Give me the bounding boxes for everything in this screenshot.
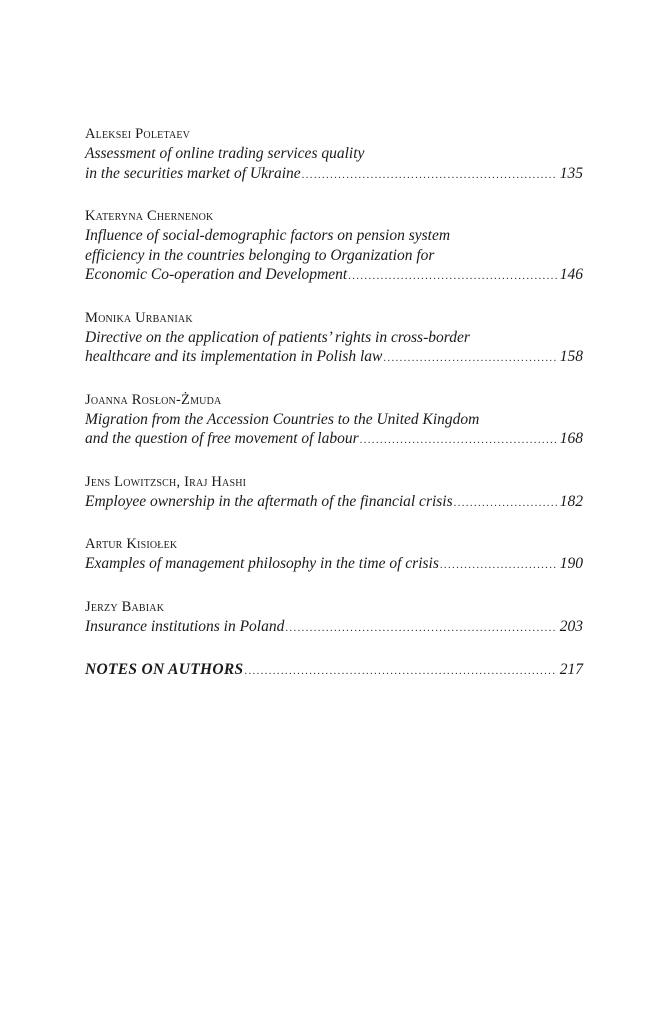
notes-on-authors-entry[interactable] xyxy=(85,660,583,681)
entry-author: Kateryna Chernenok xyxy=(85,208,214,224)
entry-title-line: Economic Co-operation and Development xyxy=(85,266,348,283)
entry-author: Artur Kisiołek xyxy=(85,536,178,552)
toc-entry xyxy=(85,125,583,185)
toc-entry xyxy=(85,309,583,369)
entry-leader-line[interactable] xyxy=(85,617,583,639)
entry-author: Joanna Rosłon-Żmuda xyxy=(85,391,222,408)
entry-page-number: 158 xyxy=(559,348,583,365)
notes-page-number: 217 xyxy=(559,661,583,678)
entry-title-line: Employee ownership in the aftermath of the financial crisis xyxy=(85,492,453,510)
notes-on-authors-label: NOTES ON AUTHORS xyxy=(85,661,244,678)
toc-entry xyxy=(85,207,583,287)
entry-title-line: Examples of management philosophy in the time of crisis xyxy=(85,555,439,572)
entry-author: Jerzy Babiak xyxy=(85,598,165,615)
dot-leader xyxy=(454,494,557,514)
entry-title-line: healthcare and its implementation in Polish law xyxy=(85,348,383,365)
entry-leader-line[interactable] xyxy=(85,554,583,576)
entry-page-number: 190 xyxy=(559,555,583,572)
entry-title-line: Directive on the application of patients’ rights in cross-border xyxy=(85,328,470,346)
entry-title-line: Influence of social-demographic factors on pension system xyxy=(85,227,451,244)
toc-entry xyxy=(85,391,583,451)
entry-leader-line[interactable] xyxy=(85,265,583,287)
entry-title-line: Insurance institutions in Poland xyxy=(85,617,285,635)
entry-title-line: in the securities market of Ukraine xyxy=(85,164,301,182)
entry-title-line: and the question of free movement of labour xyxy=(85,430,359,447)
entry-page-number: 146 xyxy=(559,266,583,283)
entry-title-line: Migration from the Accession Countries to the United Kingdom xyxy=(85,410,480,428)
entry-title-line: efficiency in the countries belonging to Organization for xyxy=(85,246,435,264)
dot-leader xyxy=(440,556,557,576)
entry-title-line: Assessment of online trading services quality xyxy=(85,145,365,162)
entry-page-number: 168 xyxy=(559,430,583,447)
dot-leader xyxy=(285,619,556,639)
dot-leader xyxy=(302,166,557,186)
toc-entry xyxy=(85,473,583,514)
dot-leader xyxy=(348,267,557,287)
entry-leader-line[interactable] xyxy=(85,164,583,186)
entry-page-number: 135 xyxy=(559,164,583,182)
entry-leader-line[interactable] xyxy=(85,429,583,451)
entry-author: Monika Urbaniak xyxy=(85,309,193,326)
toc-entry xyxy=(85,535,583,576)
entry-author: Jens Lowitzsch, Iraj Hashi xyxy=(85,473,247,490)
dot-leader xyxy=(244,661,556,681)
table-of-contents xyxy=(85,125,583,681)
dot-leader xyxy=(383,349,556,369)
toc-entry xyxy=(85,598,583,639)
entry-page-number: 203 xyxy=(559,617,583,635)
entry-page-number: 182 xyxy=(559,492,583,510)
entry-author: Aleksei Poletaev xyxy=(85,126,191,142)
dot-leader xyxy=(360,431,557,451)
entry-leader-line[interactable] xyxy=(85,492,583,514)
entry-leader-line[interactable] xyxy=(85,347,583,369)
